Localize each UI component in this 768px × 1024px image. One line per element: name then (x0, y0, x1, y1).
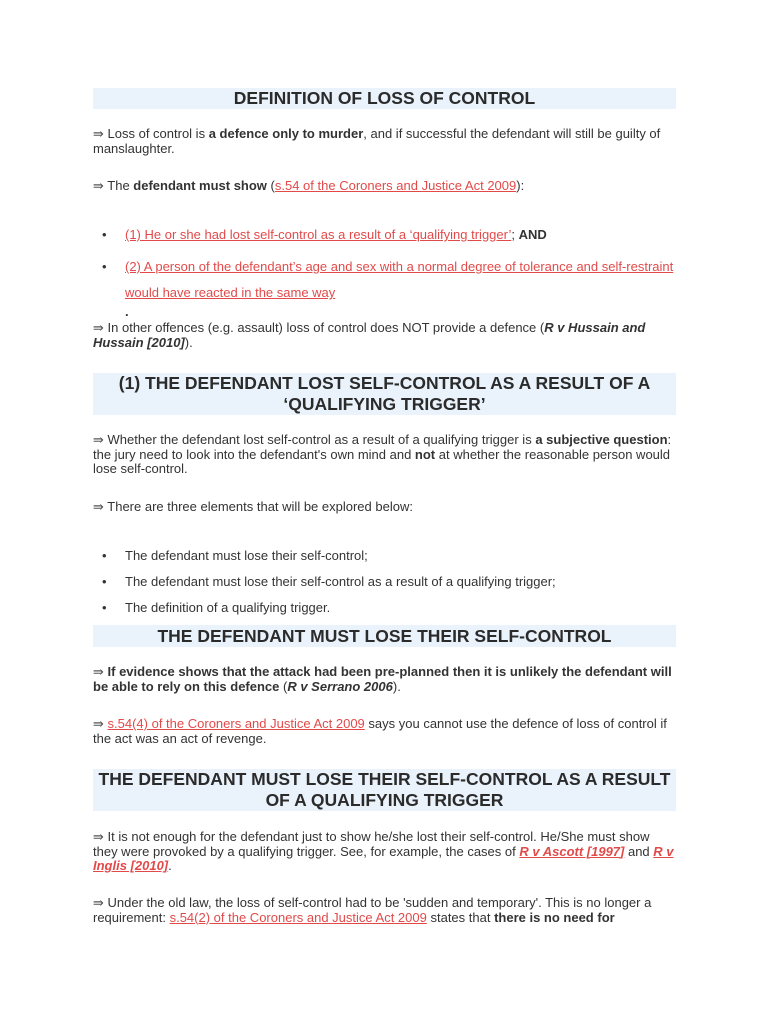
bullet-list-elements (93, 548, 676, 615)
list-item (93, 254, 676, 306)
link-r-v-inglis[interactable]: R v Inglis [2010] (93, 843, 674, 873)
list-item: • (1) He or she had lost self-control as a result of a ‘qualifying trigger’; AND (93, 227, 676, 242)
paragraph-other-offences: ⇛ In other offences (e.g. assault) loss of control does NOT provide a defence (R v Hussain and Hussain [2010]). (93, 320, 646, 350)
paragraph-revenge: ⇛ s.54(4) of the Coroners and Justice Act 2009 says you cannot use the defence of loss of control if the act was an act of revenge. (93, 716, 667, 746)
heading-definition: DEFINITION OF LOSS OF CONTROL (93, 88, 676, 109)
link-r-v-ascott[interactable]: R v Ascott [1997] (519, 843, 625, 859)
heading-lose-self-control: THE DEFENDANT MUST LOSE THEIR SELF-CONTROL (93, 625, 676, 647)
stray-dot: . (125, 304, 129, 319)
arrow-icon: ⇛ (93, 126, 104, 141)
arrow-icon: ⇛ (93, 432, 104, 447)
link-s54-4[interactable]: s.54(4) of the Coroners and Justice Act 2009 (107, 716, 365, 731)
arrow-icon: ⇛ (93, 178, 104, 193)
heading-qualifying-trigger: (1) THE DEFENDANT LOST SELF-CONTROL AS A RESULT OF A ‘QUALIFYING TRIGGER’ (93, 373, 676, 415)
link-s54[interactable]: s.54 of the Coroners and Justice Act 2009 (274, 178, 517, 193)
paragraph-defence-only-murder: ⇛ Loss of control is a defence only to murder, and if successful the defendant will still be guilty of manslaughter. (93, 126, 661, 156)
link-s54-2[interactable]: s.54(2) of the Coroners and Justice Act 2009 (169, 909, 427, 925)
paragraph-subjective-question: ⇛ Whether the defendant lost self-control as a result of a qualifying trigger is a subjective question: the jury need to look into the defendant's own mind and not at whether the reasonable person would lose self-control. (93, 432, 672, 476)
arrow-icon: ⇛ (93, 716, 104, 731)
paragraph-old-law: ⇛ Under the old law, the loss of self-control had to be 'sudden and temporary'. This is no longer a requirement: s.54(2) of the Coroners and Justice Act 2009 states that there is no need for (93, 895, 652, 925)
list-item: • The definition of a qualifying trigger. (93, 600, 676, 615)
paragraph-pre-planned: ⇛ If evidence shows that the attack had been pre-planned then it is unlikely the defendant will be able to rely on this defence (R v Serrano 2006). (93, 664, 672, 694)
paragraph-defendant-must-show: ⇛ The defendant must show (s.54 of the Coroners and Justice Act 2009): (93, 178, 525, 193)
arrow-icon: ⇛ (93, 320, 104, 335)
list-item: • The defendant must lose their self-control as a result of a qualifying trigger; (93, 574, 676, 589)
paragraph-not-enough: ⇛ It is not enough for the defendant just to show he/she lost their self-control. He/She must show they were provoked by a qualifying trigger. See, for example, the cases of R v Ascott [1997] and R v Inglis [2010]. (93, 829, 674, 873)
link-qualifying-trigger[interactable]: (1) He or she had lost self-control as a result of a ‘qualifying trigger’ (125, 227, 512, 242)
paragraph-three-elements: ⇛ There are three elements that will be explored below: (93, 499, 413, 514)
list-item: • The defendant must lose their self-control; (93, 548, 676, 563)
arrow-icon: ⇛ (93, 664, 104, 679)
arrow-icon: ⇛ (93, 499, 104, 514)
arrow-icon: ⇛ (93, 895, 104, 910)
arrow-icon: ⇛ (93, 829, 104, 844)
link-reasonable-person[interactable]: (2) A person of the defendant’s age and sex with a normal degree of tolerance and self-restraint would have reacted in the same way (125, 259, 674, 300)
bullet-list-requirements (93, 227, 676, 306)
heading-result-of-trigger: THE DEFENDANT MUST LOSE THEIR SELF-CONTROL AS A RESULT OF A QUALIFYING TRIGGER (93, 769, 676, 811)
